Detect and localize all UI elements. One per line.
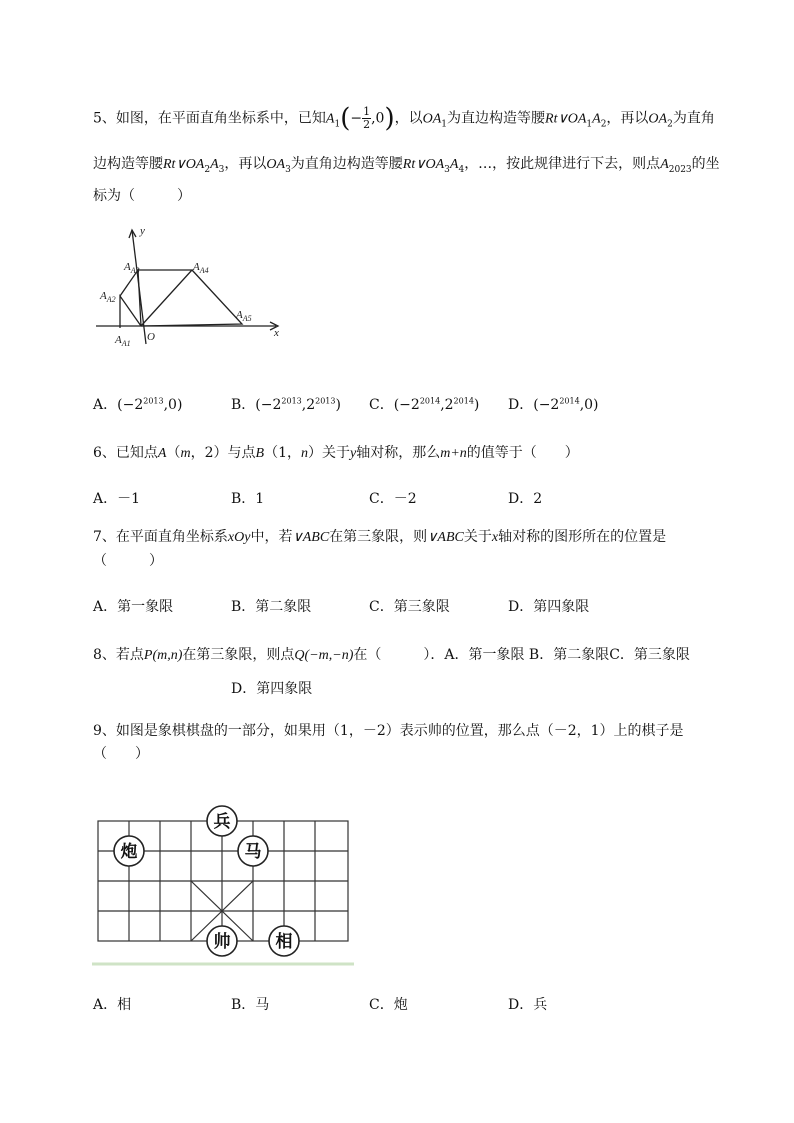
- q5-text: 为直角边构造等腰: [290, 156, 403, 173]
- q5-text: ，以: [394, 110, 423, 127]
- paren-open: (: [340, 103, 351, 134]
- label-a4: $A_{A4}$: [193, 261, 209, 275]
- var-y: y: [350, 446, 357, 461]
- piece-shuai: [207, 926, 237, 956]
- piece-pao: [114, 836, 144, 866]
- exponent: 2013: [143, 396, 164, 406]
- q6-text: ，2）与点: [190, 445, 256, 461]
- segment: OA: [266, 157, 286, 173]
- option-letter: D．: [508, 997, 534, 1013]
- option-value: (−2: [393, 397, 420, 413]
- triangle: A: [449, 157, 459, 173]
- piece-bing-label: 兵: [213, 812, 231, 832]
- exponent: 2014: [453, 396, 474, 406]
- segment: OA: [422, 111, 442, 127]
- piece-xiang: [269, 926, 299, 956]
- sub: 1: [441, 119, 448, 130]
- q7-text: 7、在平面直角坐标系: [93, 529, 228, 545]
- piece-xiang-label: 相: [275, 932, 293, 952]
- option-value: 1: [255, 491, 265, 507]
- fraction: [362, 106, 371, 131]
- option-letter: C．: [369, 599, 394, 615]
- label-a3: $A_{A3}$: [124, 261, 140, 275]
- q5-text: ，再以: [606, 110, 649, 127]
- option-value: ,2: [301, 397, 316, 413]
- var-n: n: [301, 446, 309, 461]
- q7-option-a[interactable]: [93, 596, 173, 616]
- option-value: (−2: [533, 397, 560, 413]
- triangle: Rt∨OA: [402, 157, 445, 173]
- q7-line-1: [93, 527, 743, 548]
- option-letter: B．: [231, 997, 256, 1013]
- option-letter: D．: [508, 397, 534, 413]
- q5-text: 为直边构造等腰: [447, 110, 546, 127]
- option-value: ,0): [579, 397, 599, 413]
- option-letter: C．: [369, 397, 394, 413]
- exponent: 2014: [419, 396, 441, 406]
- q5-text: 边构造等腰: [93, 156, 163, 173]
- option-value: 相: [117, 997, 132, 1013]
- triangle-oa1a2: [120, 296, 141, 328]
- q5-text: 如图，在平面直角坐标系中，已知: [115, 110, 326, 127]
- y-label: y: [140, 225, 145, 237]
- question-8: [93, 645, 743, 699]
- option-letter: B．: [231, 599, 256, 615]
- q6-text: （: [166, 445, 181, 461]
- q5-line-1: [93, 103, 743, 134]
- q5-text: ，…，按此规律进行下去，则点: [464, 156, 661, 173]
- option-value: 第四象限: [533, 599, 590, 615]
- option-letter: A．: [93, 997, 118, 1013]
- origin-label: O: [147, 331, 155, 343]
- option-value: 第二象限: [255, 599, 312, 615]
- label-a5: $A_{A5}$: [236, 309, 252, 323]
- sub: 2: [600, 119, 607, 130]
- q9-chessboard-figure: [92, 800, 356, 968]
- q9-option-d[interactable]: [508, 994, 547, 1014]
- sub: 1: [334, 119, 341, 130]
- triangle: A: [210, 157, 219, 173]
- option-value: (−2: [117, 397, 144, 413]
- q5-text: ，再以: [224, 156, 267, 173]
- point-a1: A: [325, 111, 335, 127]
- option-letter: C．: [369, 997, 394, 1013]
- q8-text: 在（ ）．A．第一象限 B．第二象限C．第三象限: [353, 647, 690, 663]
- triangle: Rt∨OA: [163, 157, 205, 173]
- option-letter: C．: [369, 491, 394, 507]
- option-value: ,0): [163, 397, 183, 413]
- piece-ma-label: 马: [244, 842, 262, 862]
- q5-coordinate-figure: [96, 224, 286, 348]
- target-point: A: [660, 157, 669, 173]
- q5-option-a[interactable]: [93, 394, 182, 414]
- option-value: －1: [117, 491, 141, 507]
- q8-text: 8、若点: [93, 647, 144, 663]
- point-q: Q(−m,−n): [294, 648, 354, 663]
- q9-line-2: （ ）: [93, 746, 149, 762]
- q5-option-d[interactable]: [508, 394, 599, 414]
- question-7: [93, 527, 743, 571]
- option-value: ): [335, 397, 341, 413]
- option-value: (−2: [255, 397, 282, 413]
- q5-text: 为直角: [672, 110, 715, 127]
- q7-text: 在第三象限，则: [329, 529, 428, 545]
- label-a1: $A_{A1}$: [115, 334, 131, 348]
- q9-option-c[interactable]: [369, 994, 408, 1014]
- exponent: 2014: [559, 396, 580, 406]
- triangle: A: [592, 111, 601, 127]
- segment: OA: [648, 111, 668, 127]
- option-value: ,2: [440, 397, 454, 413]
- label-a2: $A_{A2}$: [100, 290, 116, 304]
- triangle-oa3a4: [138, 270, 192, 326]
- option-value: 炮: [393, 997, 408, 1013]
- var-xoy: xOy: [227, 530, 251, 545]
- question-5: [93, 103, 743, 206]
- q9-option-a[interactable]: [93, 994, 131, 1014]
- option-letter: A．: [93, 491, 118, 507]
- q6-option-c[interactable]: [369, 488, 417, 508]
- exponent: 2013: [281, 396, 302, 406]
- var-x: x: [491, 530, 499, 545]
- piece-bing: [207, 806, 237, 836]
- q7-option-c[interactable]: [369, 596, 450, 616]
- q5-text: 的坐: [691, 156, 720, 173]
- q6-text: ）关于: [308, 445, 351, 461]
- var-m: m: [180, 446, 191, 461]
- sub: 2: [667, 119, 673, 130]
- piece-ma: [238, 836, 268, 866]
- frac-den: 2: [363, 118, 371, 131]
- q6-text: 6、已知点: [93, 445, 158, 461]
- q7-option-d[interactable]: [508, 596, 589, 616]
- q6-text: （1，: [264, 445, 302, 461]
- option-value: ): [473, 397, 480, 413]
- q7-line-2: （ ）: [93, 553, 163, 569]
- point-p: P(m,n): [143, 648, 183, 663]
- q6-line: [93, 443, 743, 464]
- triangle-oa2a3: [120, 270, 141, 326]
- option-letter: B．: [231, 397, 256, 413]
- question-6: [93, 443, 743, 464]
- q7-option-b[interactable]: [231, 596, 311, 616]
- sub: 4: [458, 165, 465, 176]
- triangle-oa4a5: [141, 270, 242, 326]
- option-value: 马: [255, 997, 270, 1013]
- option-value: 2: [533, 491, 543, 507]
- paren-close: ): [384, 103, 395, 134]
- coord-tail: ,0: [371, 110, 385, 127]
- exponent: 2013: [315, 396, 336, 406]
- option-value: 第三象限: [393, 599, 450, 615]
- q7-text: 关于: [463, 529, 492, 545]
- triangle-abc: ∨ABC: [427, 530, 464, 545]
- option-letter: D．: [508, 599, 534, 615]
- q9-option-b[interactable]: [231, 994, 269, 1014]
- q5-line-3: 标为（ ）: [93, 188, 191, 205]
- point-b: B: [255, 446, 265, 461]
- sub: 3: [444, 165, 450, 176]
- frac-num: 1: [363, 105, 371, 118]
- triangle: Rt∨OA: [545, 111, 587, 127]
- q7-text: 轴对称的图形所在的位置是: [498, 529, 667, 545]
- q6-text: 的值等于（ ）: [466, 445, 579, 461]
- q8-line-2: D．第四象限: [231, 681, 313, 697]
- triangle-abc: ∨ABC: [292, 530, 330, 545]
- x-label: x: [274, 327, 279, 339]
- var-mn: m+n: [440, 446, 467, 461]
- piece-shuai-label: 帅: [213, 932, 231, 952]
- sub: 2023: [668, 165, 692, 176]
- piece-pao-label: 炮: [120, 842, 138, 862]
- q5-line-2: [93, 154, 743, 180]
- q5-number: 5、: [93, 110, 116, 127]
- q8-line-1: [93, 645, 743, 666]
- sub: 2: [204, 165, 211, 176]
- sub: 3: [218, 165, 225, 176]
- option-letter: A．: [93, 599, 118, 615]
- q8-text: 在第三象限，则点: [182, 647, 295, 663]
- sub: 1: [586, 119, 593, 130]
- option-value: 兵: [533, 997, 548, 1013]
- q6-option-b[interactable]: [231, 488, 264, 508]
- option-letter: B．: [231, 491, 256, 507]
- minus: −: [350, 110, 363, 127]
- option-value: 第一象限: [117, 599, 174, 615]
- sub: 3: [285, 165, 291, 176]
- q5-option-c[interactable]: [369, 394, 479, 414]
- q6-text: 轴对称，那么: [356, 445, 441, 461]
- q6-option-d[interactable]: [508, 488, 542, 508]
- point-a: A: [157, 446, 167, 461]
- q6-option-a[interactable]: [93, 488, 140, 508]
- q5-option-b[interactable]: [231, 394, 341, 414]
- option-letter: A．: [93, 397, 118, 413]
- q7-text: 中，若: [250, 529, 293, 545]
- option-letter: D．: [508, 491, 534, 507]
- question-9: [93, 721, 743, 764]
- q9-line-1: 9、如图是象棋棋盘的一部分，如果用（1，－2）表示帅的位置，那么点（－2，1）上的棋子是: [93, 723, 684, 739]
- option-value: －2: [393, 491, 417, 507]
